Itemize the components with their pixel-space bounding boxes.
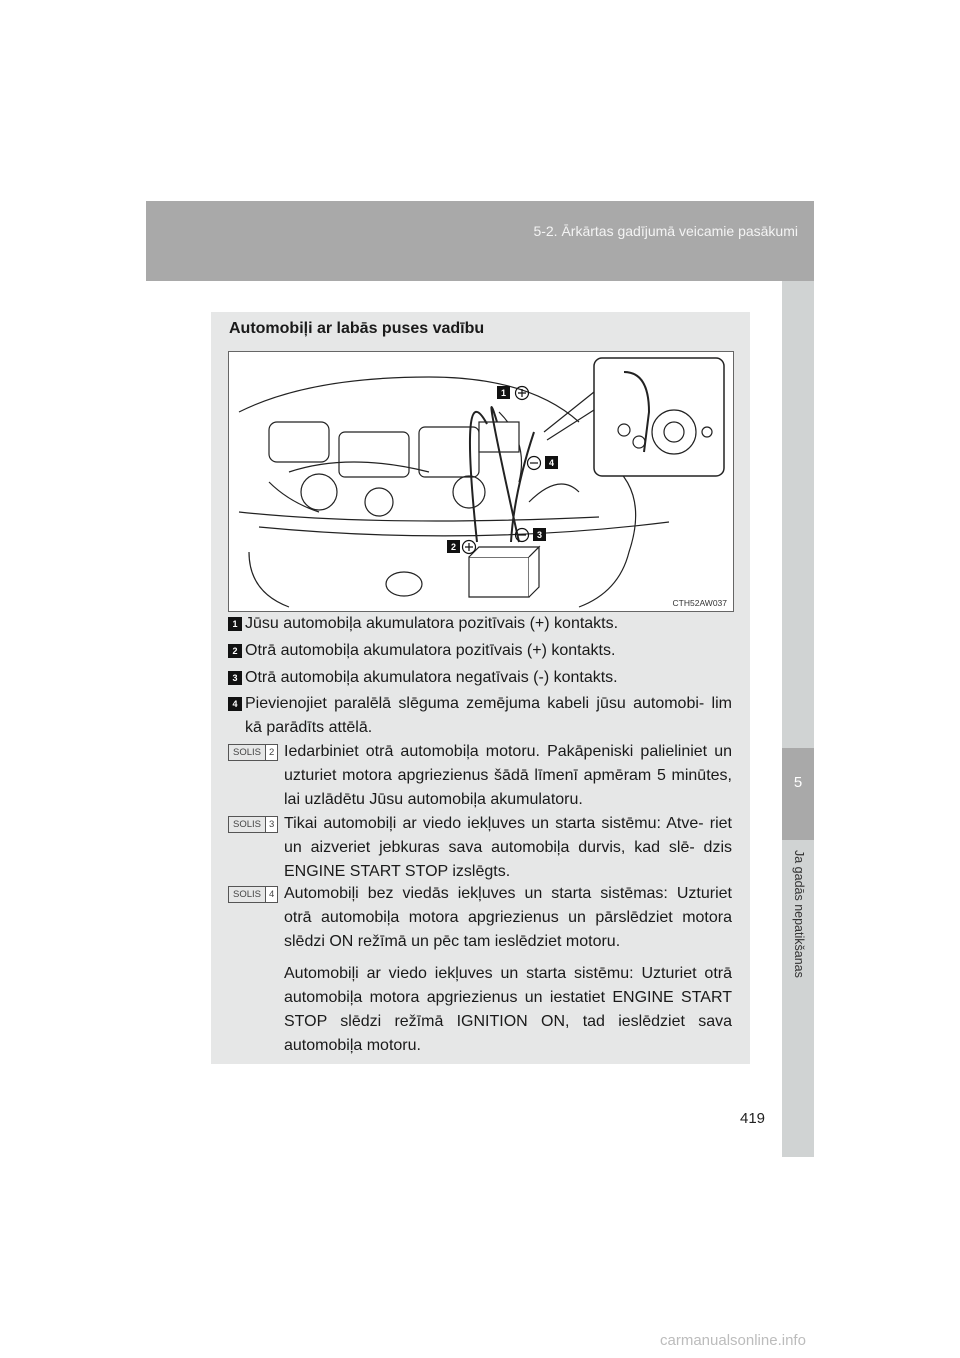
section-header-bar <box>146 201 814 281</box>
step-badge: SOLIS 4 <box>228 886 278 903</box>
watermark: carmanualsonline.info <box>660 1332 806 1349</box>
step-badge: SOLIS 2 <box>228 744 278 761</box>
step-text-secondary: Automobiļi ar viedo iekļuves un starta sistēmu: Uzturiet otrā automobiļa motora apgriezienus un iestatiet ENGINE START STOP slēdzi režīmā IGNITION ON, tad ieslēdziet sava automobiļa motoru. <box>284 965 732 1054</box>
figure-code: CTH52AW037 <box>672 598 727 608</box>
item-text: Pievienojiet paralēlā slēguma zemējuma kabeli jūsu automobi- lim kā parādīts attēlā. <box>245 695 732 736</box>
list-item <box>228 666 732 690</box>
callout-4 <box>528 456 559 470</box>
engine-bay-illustration <box>228 351 734 612</box>
chapter-label-container <box>786 850 810 1080</box>
item-number-marker: 1 <box>228 617 242 631</box>
svg-text:4: 4 <box>548 458 555 468</box>
list-item <box>228 692 732 740</box>
list-item <box>228 612 732 636</box>
step-4 <box>228 882 732 1058</box>
list-item <box>228 639 732 663</box>
callout-2 <box>447 540 476 554</box>
section-title: Automobiļi ar labās puses vadību <box>229 320 485 337</box>
callout-1 <box>497 386 529 400</box>
callout-3 <box>516 528 547 542</box>
svg-text:2: 2 <box>450 542 457 552</box>
step-3 <box>228 812 732 884</box>
engine-bay-drawing <box>229 352 733 611</box>
item-number-marker: 2 <box>228 644 242 658</box>
step-2 <box>228 740 732 812</box>
item-text: Otrā automobiļa akumulatora negatīvais (-) kontakts. <box>245 669 618 686</box>
svg-text:3: 3 <box>536 530 543 540</box>
item-text: Otrā automobiļa akumulatora pozitīvais (+) kontakts. <box>245 642 616 659</box>
side-chapter-tab <box>782 748 814 840</box>
svg-text:1: 1 <box>500 388 507 398</box>
step-text: Automobiļi bez viedās iekļuves un starta sistēmas: Uzturiet otrā automobiļa motora apgriezienus un pārslēdziet motora slēdzi ON režīmā un pēc tam ieslēdziet motoru. <box>284 885 732 950</box>
chapter-number: 5 <box>793 774 803 791</box>
item-number-marker: 4 <box>228 697 242 711</box>
item-text: Jūsu automobiļa akumulatora pozitīvais (+) kontakts. <box>245 615 619 632</box>
step-badge: SOLIS 3 <box>228 816 278 833</box>
step-text: Tikai automobiļi ar viedo iekļuves un starta sistēmu: Atve- riet un aizveriet jebkuras sava automobiļa durvis, kad slē- dzis ENGINE START STOP izslēgts. <box>284 815 732 880</box>
step-text: Iedarbiniet otrā automobiļa motoru. Pakāpeniski palieliniet un uzturiet motora apgriezienus šādā līmenī apmēram 5 minūtes, lai uzlādētu Jūsu automobiļa akumulatoru. <box>284 743 732 808</box>
item-number-marker: 3 <box>228 671 242 685</box>
page-number: 419 <box>740 1110 766 1127</box>
section-header-title: 5-2. Ārkārtas gadījumā veicamie pasākumi <box>533 223 798 239</box>
chapter-label: Ja gadās nepatikšanas <box>792 850 806 978</box>
